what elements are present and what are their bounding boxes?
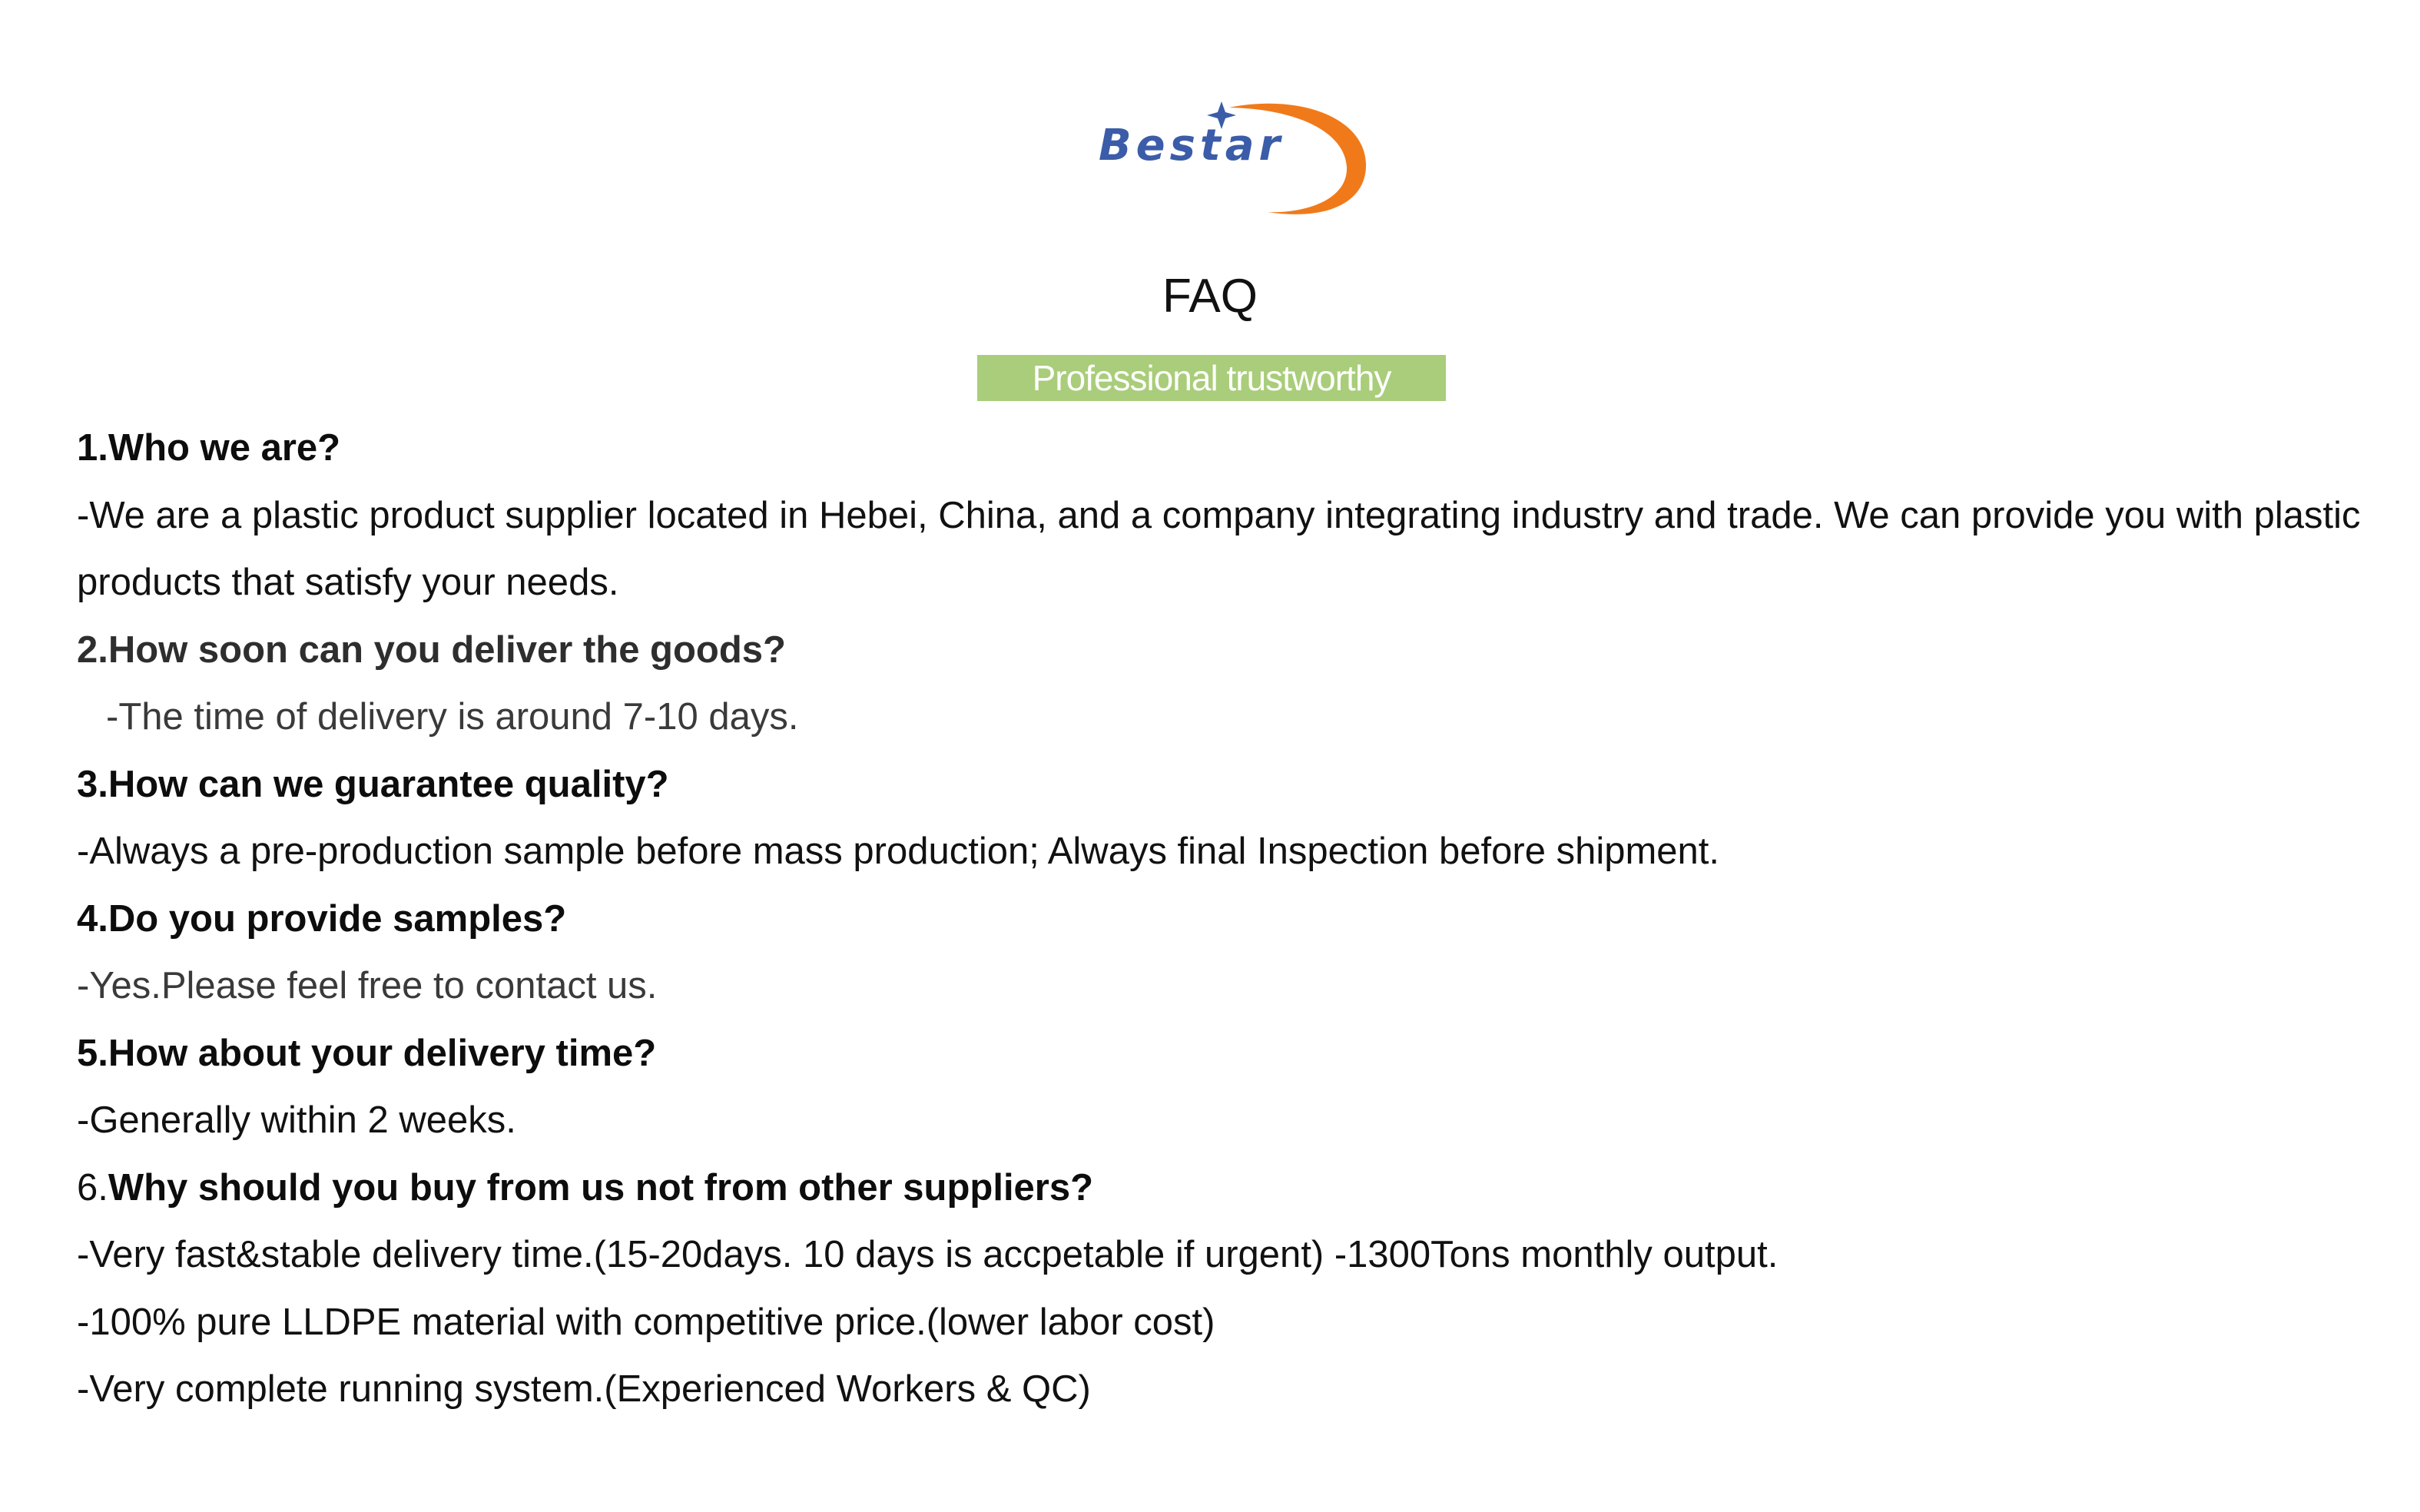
faq-answer-1: -We are a plastic product supplier located in Hebei, China, and a company integrating industry and trade. We can provide you with plastic products that satisfy your needs. [77, 494, 2361, 603]
faq-answer-6-3: -Very complete running system.(Experienced Workers & QC) [77, 1368, 1091, 1410]
faq-question-1: 1.Who we are? [77, 427, 341, 469]
faq-question-4: 4.Do you provide samples? [77, 897, 567, 940]
logo-text: Bestar [1099, 121, 1285, 171]
tagline-banner: Professional trustworthy [977, 355, 1446, 401]
faq-question-6-text: Why should you buy from us not from other suppliers? [108, 1166, 1094, 1209]
page-title: FAQ [1162, 270, 1258, 323]
faq-list [77, 415, 2374, 1424]
faq-question-2: 2.How soon can you deliver the goods? [77, 628, 786, 671]
faq-answer-4: -Yes.Please feel free to contact us. [77, 965, 658, 1006]
faq-answer-5: -Generally within 2 weeks. [77, 1099, 516, 1141]
faq-answer-3: -Always a pre-production sample before mass production; Always final Inspection before shipment. [77, 831, 1720, 872]
faq-question-6-number: 6. [77, 1166, 108, 1209]
bestar-logo [1037, 86, 1375, 237]
faq-question-5: 5.How about your delivery time? [77, 1032, 657, 1074]
faq-question-6 [77, 1155, 2374, 1222]
faq-answer-6-2: -100% pure LLDPE material with competitive price.(lower labor cost) [77, 1301, 1215, 1343]
faq-question-3: 3.How can we guarantee quality? [77, 763, 669, 805]
faq-answer-6-1: -Very fast&stable delivery time.(15-20days. 10 days is accpetable if urgent) -1300Tons monthly output. [77, 1234, 1779, 1275]
faq-answer-2: -The time of delivery is around 7-10 days. [106, 696, 799, 738]
